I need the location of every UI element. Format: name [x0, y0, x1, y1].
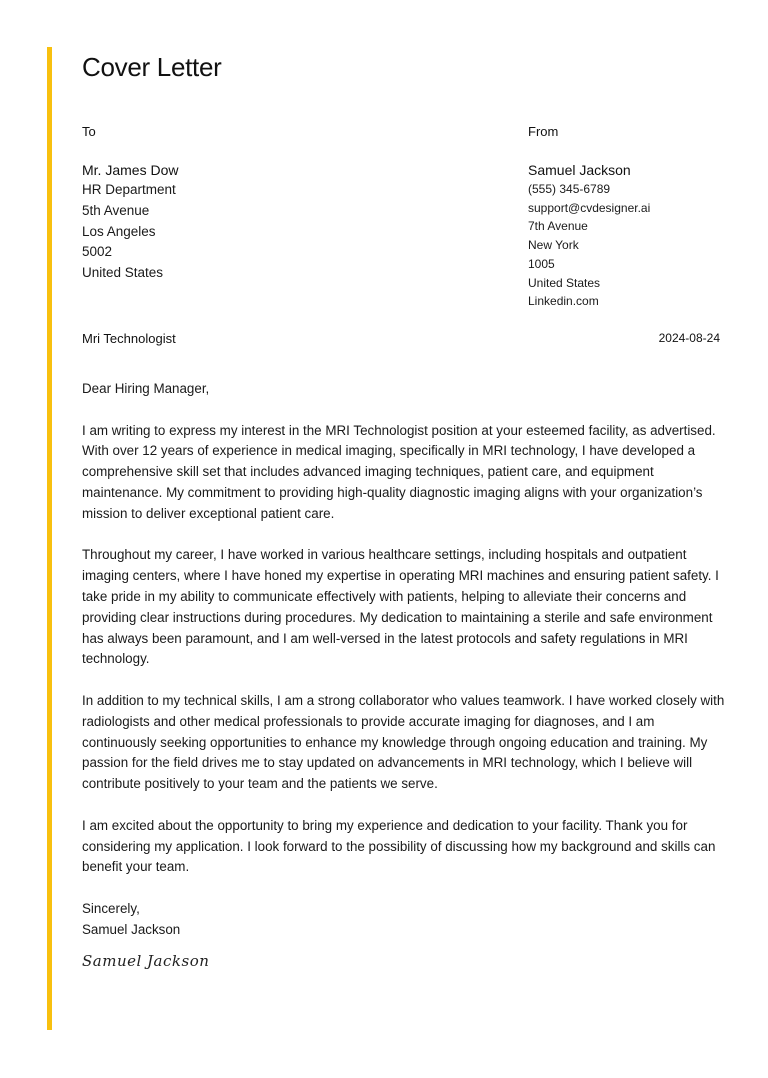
sender-street: 7th Avenue [528, 219, 588, 234]
recipient-department: HR Department [82, 182, 176, 197]
sender-postal-code: 1005 [528, 256, 555, 271]
paragraph-1: I am writing to express my interest in the MRI Technologist position at your esteemed facility, as advertised. With over 12 years of experience in medical imaging, specifically in MRI technology, I have developed a comprehensive skill set that includes advanced imaging techniques, patient care, and equipment maintenance. My commitment to providing high-quality diagnostic imaging aligns with your organization’s mission to deliver exceptional patient care. [82, 422, 716, 521]
recipient-street: 5th Avenue [82, 202, 150, 218]
sender-name: Samuel Jackson [528, 162, 631, 178]
sender-block [528, 124, 728, 311]
recipient-name: Mr. James Dow [82, 162, 179, 178]
letter-date: 2024-08-24 [658, 331, 720, 345]
letter-body [82, 379, 726, 941]
paragraph-2: Throughout my career, I have worked in various healthcare settings, including hospitals and outpatient imaging centers, where I have honed my expertise in operating MRI machines and ensuring patient safety. I take pride in my ability to communicate effectively with patients, helping to alleviate their concerns and providing clear instructions during procedures. My dedication to maintaining a sterile and safe environment has always been paramount, and I am well-versed in the latest protocols and safety regulations in MRI technology. [82, 547, 719, 667]
sender-heading: From [528, 124, 559, 139]
paragraph-4: I am excited about the opportunity to bring my experience and dedication to your facility. Thank you for considering my application. I look forward to the possibility of discussing how my background and skills can benefit your team. [82, 817, 716, 875]
letter-subject: Mri Technologist [82, 331, 176, 346]
sender-linkedin: Linkedin.com [528, 294, 599, 309]
closing: Sincerely, [82, 900, 140, 916]
handwritten-signature: Samuel Jackson [82, 952, 210, 970]
recipient-block [82, 124, 482, 284]
recipient-postal-code: 5002 [82, 244, 113, 260]
sender-email: support@cvdesigner.ai [528, 200, 651, 215]
recipient-heading: To [82, 124, 96, 139]
page-title: Cover Letter [82, 52, 222, 82]
paragraph-3: In addition to my technical skills, I am a strong collaborator who values teamwork. I have worked closely with radiologists and other medical professionals to provide accurate imaging for diagnoses, and I am continuously seeking opportunities to enhance my knowledge through ongoing education and training. My passion for the field drives me to stay updated on advancements in MRI technology, which I believe will contribute positively to your team and the patients we serve. [82, 692, 725, 792]
recipient-country: United States [82, 265, 164, 281]
recipient-city: Los Angeles [82, 223, 156, 239]
accent-bar [47, 47, 52, 1030]
salutation: Dear Hiring Manager, [82, 381, 210, 396]
sender-city: New York [528, 238, 579, 253]
sender-phone: (555) 345-6789 [528, 182, 611, 196]
sender-country: United States [528, 275, 601, 290]
closing-name: Samuel Jackson [82, 921, 181, 937]
